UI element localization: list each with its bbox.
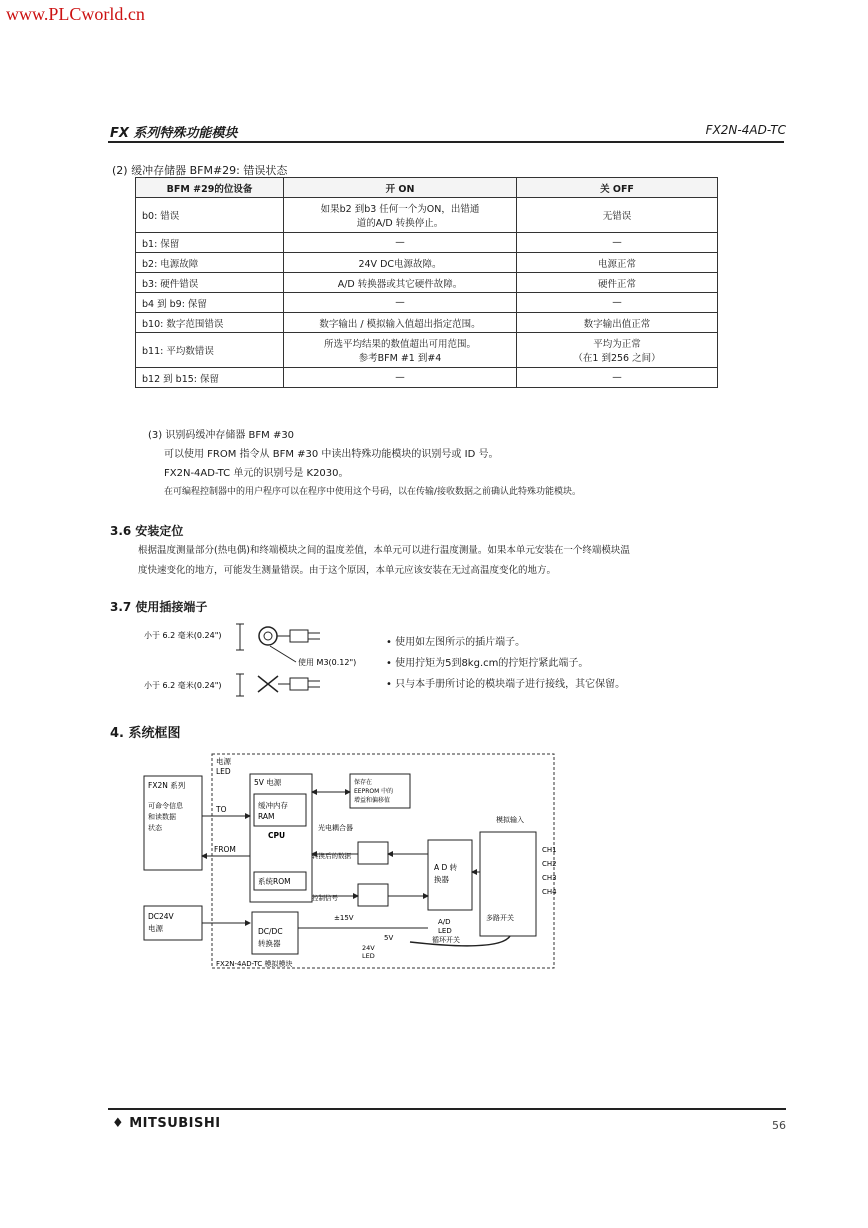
cell-bit: b10: 数字范围错误 [136, 313, 284, 333]
cell-off: 硬件正常 [517, 273, 718, 293]
opto-coupler-1 [358, 842, 388, 864]
opto-coupler-2 [358, 884, 388, 906]
mitsubishi-diamond-icon: ♦ [112, 1116, 125, 1131]
install-line-1: 根据温度测量部分(热电偶)和终端模块之间的温度差值，本单元可以进行温度测量。如果本单元安装在一个终端模块温 [138, 545, 630, 556]
dim-top-label: 小于 6.2 毫米(0.24") [144, 631, 222, 640]
watermark-text: www.PLCworld.cn [6, 4, 145, 24]
cell-on: — [284, 233, 517, 253]
cell-bit: b3: 硬件错误 [136, 273, 284, 293]
ring-terminal-icon [259, 627, 277, 645]
terminal-title: 3.7 使用插接端子 [110, 600, 208, 614]
converted-label: 转换后的数据 [312, 852, 351, 860]
dim-bottom-label: 小于 6.2 毫米(0.24") [144, 681, 222, 690]
ch1-label: CH1 [542, 846, 557, 854]
header-left-title: FX 系列特殊功能模块 [110, 126, 238, 141]
cell-bit: b11: 平均数错误 [136, 333, 284, 368]
v5b-label: 5V [384, 934, 394, 942]
footer-rule [108, 1108, 786, 1110]
bfm30-line-3: 在可编程控制器中的用户程序可以在程序中使用这个号码，以在传输/接收数据之前确认此特殊功能模块。 [164, 487, 582, 497]
brand-text: MITSUBISHI [129, 1116, 221, 1131]
svg-text:EEPROM 中的: EEPROM 中的 [354, 788, 394, 795]
svg-text:DC24V: DC24V [148, 912, 174, 921]
analog-in-label: 模拟输入 [496, 816, 524, 824]
table-row [136, 293, 718, 313]
bfm29-caption: (2) 缓冲存储器 BFM#29: 错误状态 [112, 164, 288, 177]
module-label: FX2N-4AD-TC 模拟模块 [216, 960, 293, 968]
to-label: TO [216, 805, 227, 814]
svg-text:换器: 换器 [434, 875, 449, 884]
bfm29-table-body [136, 198, 718, 388]
svg-text:A/D: A/D [438, 918, 451, 926]
screw-label: 使用 M3(0.12") [298, 658, 357, 667]
cell-off: 无错误 [517, 198, 718, 233]
ch4-label: CH4 [542, 888, 557, 896]
svg-text:增益和偏移值: 增益和偏移值 [354, 797, 391, 804]
header-rule [108, 141, 784, 143]
col-header-on: 开 ON [284, 178, 517, 198]
table-row [136, 198, 718, 233]
svg-text:LED: LED [362, 952, 375, 960]
cell-bit: b0: 错误 [136, 198, 284, 233]
system-block-diagram [140, 752, 560, 974]
cell-off: 数字输出值正常 [517, 313, 718, 333]
ch3-label: CH3 [542, 874, 557, 882]
svg-text:保存在: 保存在 [354, 779, 373, 786]
cell-off: — [517, 233, 718, 253]
cpu-label: CPU [268, 831, 286, 840]
svg-text:LED: LED [216, 767, 231, 776]
cell-on: 如果b2 到b3 任何一个为ON，出错通 道的A/D 转换停止。 [284, 198, 517, 233]
col-header-bit: BFM #29的位设备 [136, 178, 284, 198]
svg-text:24V: 24V [362, 944, 375, 952]
table-row [136, 233, 718, 253]
terminal-bullets [386, 632, 625, 695]
bfm29-table [135, 177, 718, 388]
bfm30-caption: (3) 识别码缓冲存储器 BFM #30 [148, 430, 295, 441]
fx2n-desc: 可命令信息和读数据状态 [148, 802, 183, 832]
cell-bit: b12 到 b15: 保留 [136, 368, 284, 388]
bfm30-line-2: FX2N-4AD-TC 单元的识别号是 K2030。 [164, 468, 349, 479]
cell-off: — [517, 368, 718, 388]
install-line-2: 度快速变化的地方，可能发生测量错误。由于这个原因，本单元应该安装在无过高温度变化的地方。 [138, 565, 557, 576]
cell-bit: b4 到 b9: 保留 [136, 293, 284, 313]
cell-on: — [284, 293, 517, 313]
svg-text:RAM: RAM [258, 812, 275, 821]
diagram-title: 4. 系统框图 [110, 726, 181, 741]
svg-text:A D 转: A D 转 [434, 863, 458, 872]
v5-label: 5V 电源 [254, 778, 282, 787]
svg-text:转换器: 转换器 [258, 939, 281, 948]
col-header-off: 关 OFF [517, 178, 718, 198]
terminal-sleeve-icon [290, 630, 308, 642]
brand-logo [112, 1116, 221, 1131]
mux-label: 多路开关 [486, 914, 514, 922]
cell-on: — [284, 368, 517, 388]
bullet-1: • 使用如左图所示的插片端子。 [386, 637, 526, 648]
cycle-label: 循环开关 [432, 936, 460, 944]
cell-on: 数字输出 / 模拟输入值超出指定范围。 [284, 313, 517, 333]
svg-text:电源: 电源 [148, 924, 163, 933]
cell-bit: b2: 电源故障 [136, 253, 284, 273]
ch2-label: CH2 [542, 860, 557, 868]
cell-off: 平均为正常 （在1 到256 之间） [517, 333, 718, 368]
table-row [136, 368, 718, 388]
fx2n-label: FX2N 系列 [148, 781, 186, 790]
opto-label: 光电耦合器 [318, 824, 353, 832]
svg-text:缓冲内存: 缓冲内存 [258, 801, 288, 810]
bullet-3: • 只与本手册所讨论的模块端子进行接线，其它保留。 [386, 679, 626, 690]
terminal-drawing [140, 620, 380, 700]
table-row [136, 273, 718, 293]
bullet-2: • 使用拧矩为5到8kg.cm的拧矩拧紧此端子。 [386, 658, 589, 669]
cell-off: 电源正常 [517, 253, 718, 273]
cell-on: A/D 转换器或其它硬件故障。 [284, 273, 517, 293]
table-row [136, 313, 718, 333]
cell-off: — [517, 293, 718, 313]
table-row [136, 333, 718, 368]
header-right-model: FX2N-4AD-TC [705, 123, 786, 137]
fork-terminal-icon [258, 676, 278, 692]
sysrom-label: 系统ROM [258, 877, 291, 886]
table-row [136, 253, 718, 273]
cell-on: 24V DC电源故障。 [284, 253, 517, 273]
fx2n-block [144, 776, 202, 870]
v15-label: ±15V [334, 914, 354, 922]
cell-bit: b1: 保留 [136, 233, 284, 253]
svg-text:DC/DC: DC/DC [258, 927, 283, 936]
buffer-ram-block [254, 794, 306, 826]
bfm30-line-1: 可以使用 FROM 指令从 BFM #30 中读出特殊功能模块的识别号或 ID 号。 [164, 449, 499, 460]
install-title: 3.6 安装定位 [110, 524, 184, 538]
from-label: FROM [214, 845, 236, 854]
control-label: 控制信号 [312, 894, 338, 902]
cell-on: 所选平均结果的数值超出可用范围。 参考BFM #1 到#4 [284, 333, 517, 368]
page-number: 56 [772, 1119, 786, 1132]
svg-text:LED: LED [438, 927, 452, 935]
power-led-label: 电源 [216, 757, 231, 766]
